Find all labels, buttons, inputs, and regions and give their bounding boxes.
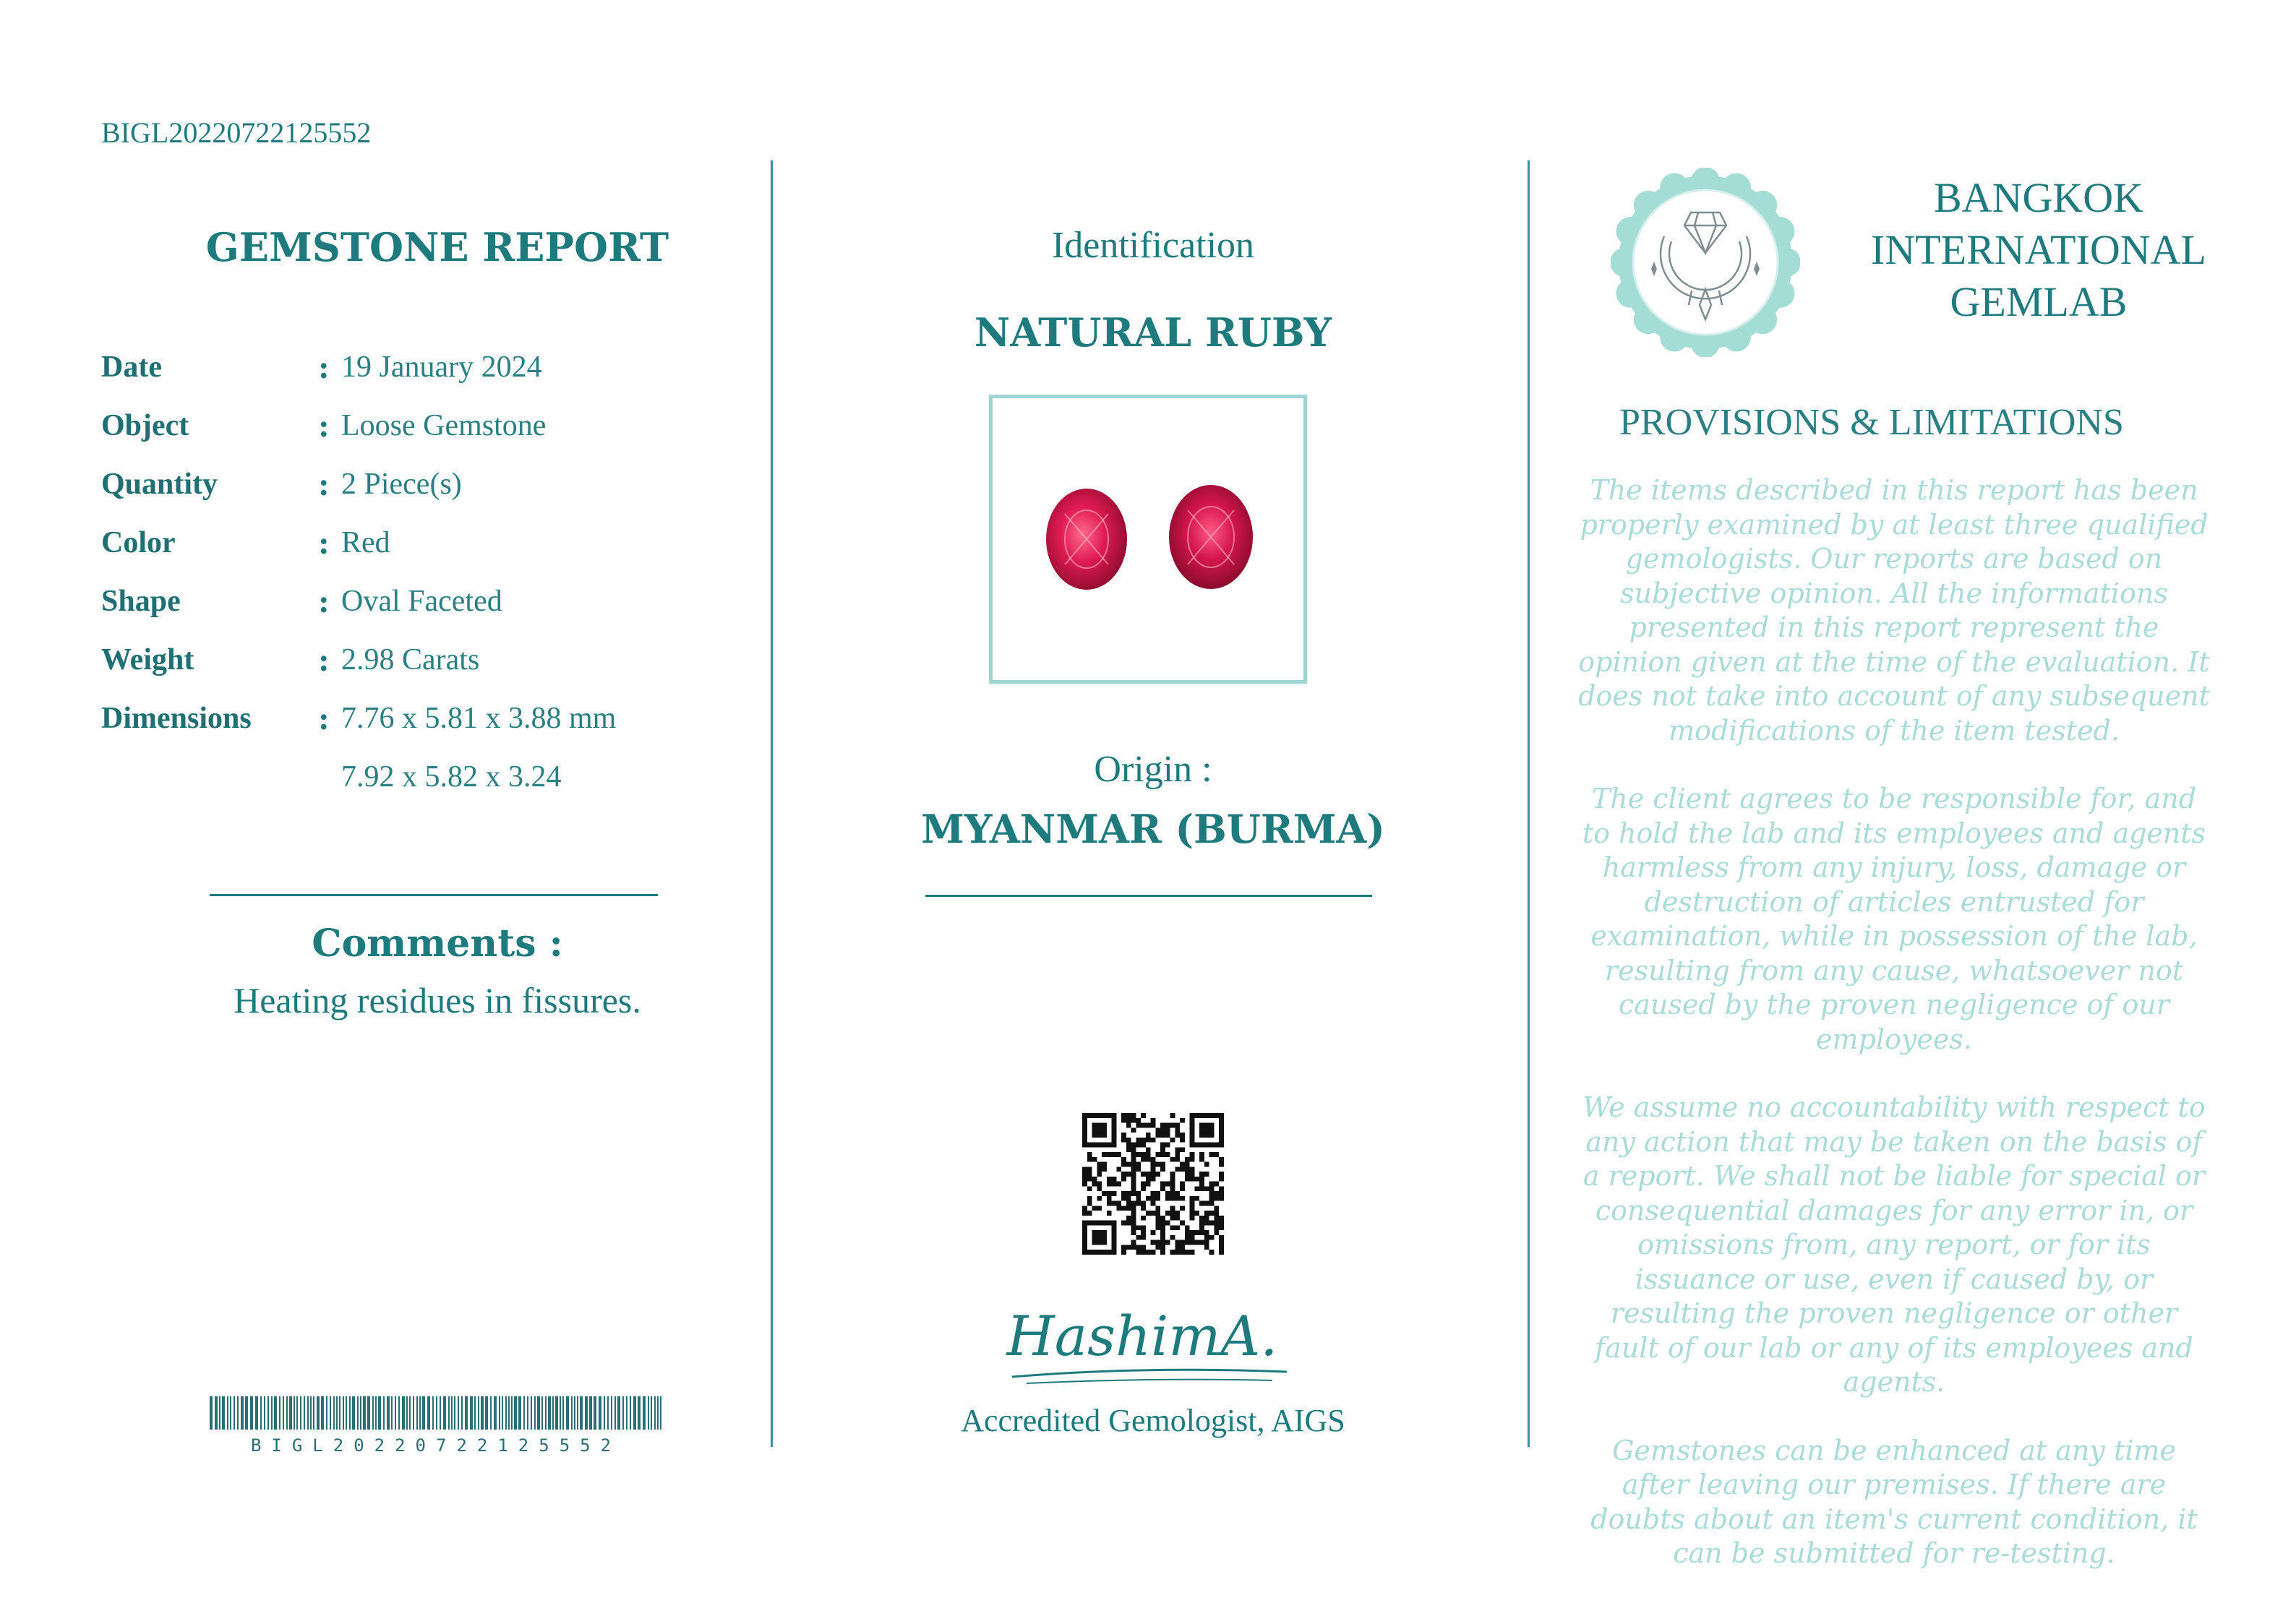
provisions-text xyxy=(1576,473,2212,1605)
report-id: BIGL20220722125552 xyxy=(101,116,372,149)
field-colon: : xyxy=(318,349,330,385)
comments-text: Heating residues in fissures. xyxy=(234,980,641,1021)
origin-value: MYANMAR (BURMA) xyxy=(921,806,1385,852)
field-dimensions xyxy=(101,693,616,744)
origin-label: Origin : xyxy=(1094,749,1212,790)
field-value: Oval Faceted xyxy=(341,585,502,618)
qr-code-icon[interactable] xyxy=(1082,1113,1224,1255)
left-divider xyxy=(210,894,658,896)
field-weight xyxy=(101,635,479,685)
barcode xyxy=(208,1396,664,1456)
ruby-gem-left xyxy=(1046,489,1127,590)
field-value: 7.76 x 5.81 x 3.88 mm xyxy=(341,702,617,735)
lab-name-line: GEMLAB xyxy=(1950,278,2128,325)
comments-title: Comments : xyxy=(312,921,563,966)
lab-name xyxy=(1858,172,2219,328)
identification-label: Identification xyxy=(1051,225,1255,266)
field-colon: : xyxy=(318,642,330,678)
gem-photo-frame xyxy=(989,395,1307,684)
field-value: 7.92 x 5.82 x 3.24 xyxy=(341,760,562,794)
field-shape xyxy=(101,576,502,627)
field-value: Red xyxy=(341,526,390,559)
species-value: NATURAL RUBY xyxy=(974,309,1332,356)
field-colon: : xyxy=(318,466,330,502)
field-label: Date xyxy=(101,351,162,384)
column-divider-left xyxy=(771,160,773,1447)
lab-name-line: BANGKOK xyxy=(1934,174,2143,221)
field-colon: : xyxy=(318,408,330,444)
field-value: 19 January 2024 xyxy=(341,351,542,384)
middle-divider xyxy=(925,895,1372,897)
field-dimensions-second xyxy=(101,752,562,802)
barcode-icon xyxy=(208,1396,664,1430)
field-label: Quantity xyxy=(101,468,218,501)
field-label: Shape xyxy=(101,585,181,618)
field-date xyxy=(101,342,542,392)
provisions-paragraph: The items described in this report has been properly examined by at least three qualified gemologists. Our reports are based on subjective opinion. All the informations presented in this report represent the opinion given at the time of the evaluation. It does not take into account of any subsequent modifications of the item tested. xyxy=(1578,474,2210,747)
field-value: Loose Gemstone xyxy=(341,409,547,442)
signature-text: HashimA. xyxy=(1006,1304,1278,1368)
ruby-gem-icon xyxy=(993,398,1303,680)
provisions-paragraph: Gemstones can be enhanced at any time after leaving our premises. If there are doubts about an item's current condition, it can be submitted for re-testing. xyxy=(1590,1434,2198,1569)
field-colon: : xyxy=(318,583,330,619)
field-value: 2.98 Carats xyxy=(341,643,480,676)
ruby-gem-right xyxy=(1169,485,1253,589)
field-label: Color xyxy=(101,526,176,559)
field-value: 2 Piece(s) xyxy=(341,468,462,501)
provisions-paragraph: The client agrees to be responsible for, and to hold the lab and its employees and agents harmless from any injury, loss, damage or destruction of articles entrusted for examination, while in possession of the lab, resulting from any cause, whatsoever not caused by the proven negligence of our employees. xyxy=(1582,783,2206,1055)
provisions-paragraph: We assume no accountability with respect to any action that may be taken on the basis of a report. We shall not be liable for special or consequential damages for any error in, or omissions from, any report, or for its issuance or use, even if caused by, or resulting the proven negligence or other fault of our lab or any of its employees and agents. xyxy=(1582,1091,2206,1398)
seal-logo-icon xyxy=(1611,168,1800,357)
field-object xyxy=(101,400,546,451)
barcode-text: BIGL20220722125552 xyxy=(250,1435,622,1456)
lab-name-line: INTERNATIONAL xyxy=(1871,226,2206,273)
field-colon: : xyxy=(318,700,330,736)
provisions-title: PROVISIONS & LIMITATIONS xyxy=(1619,402,2124,443)
report-title: GEMSTONE REPORT xyxy=(205,224,669,270)
field-colon: : xyxy=(318,525,330,561)
signature xyxy=(998,1286,1301,1395)
field-label: Object xyxy=(101,409,189,442)
field-label: Dimensions xyxy=(101,702,252,735)
field-label: Weight xyxy=(101,643,194,676)
field-color xyxy=(101,517,390,568)
gemologist-title: Accredited Gemologist, AIGS xyxy=(961,1403,1345,1438)
field-quantity xyxy=(101,459,462,510)
